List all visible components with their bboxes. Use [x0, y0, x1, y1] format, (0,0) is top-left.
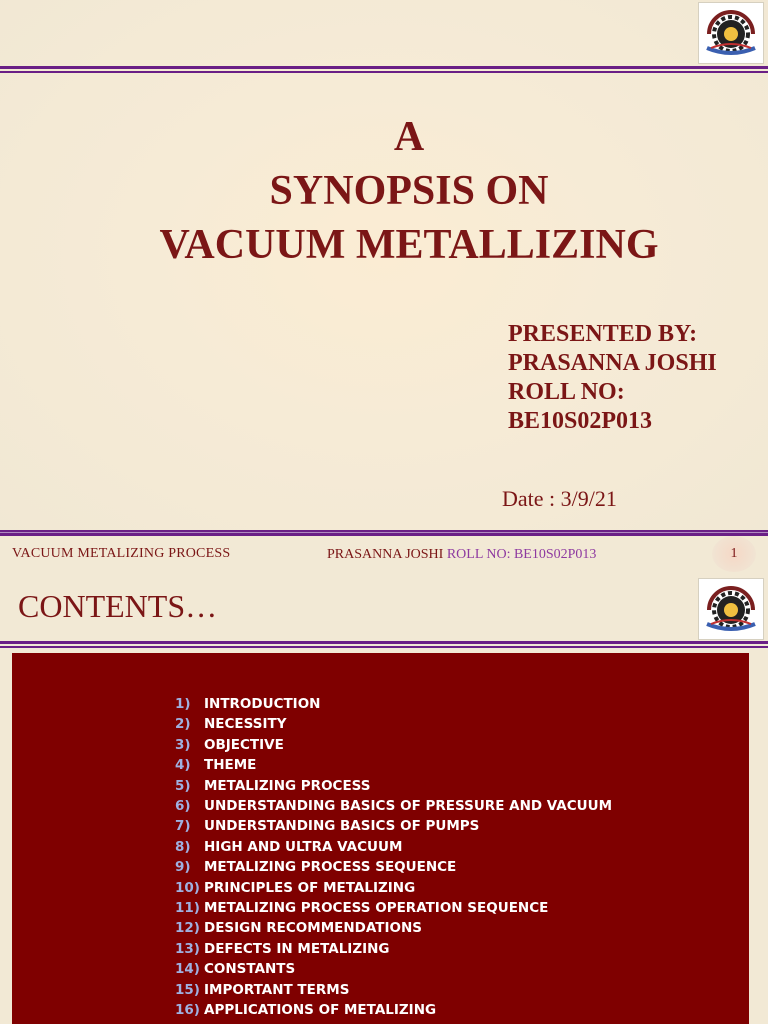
contents-item-text: APPLICATIONS OF METALIZING: [204, 1002, 437, 1019]
roll-label: ROLL NO:: [508, 379, 625, 405]
contents-item: [175, 694, 612, 714]
contents-item-text: UNDERSTANDING BASICS OF PRESSURE AND VACUUM: [204, 798, 613, 815]
contents-item-text: OBJECTIVE: [204, 736, 284, 753]
contents-item-text: METALIZING PROCESS SEQUENCE: [204, 859, 457, 876]
contents-item-number: 15): [175, 981, 200, 998]
contents-item: [175, 735, 612, 755]
contents-item-text: DEFECTS IN METALIZING: [204, 940, 390, 957]
presented-by-label: PRESENTED BY:: [508, 321, 698, 347]
presentation-date: Date : 3/9/21: [502, 486, 617, 511]
contents-item: [175, 918, 612, 938]
contents-rule: [0, 641, 768, 648]
contents-item: [175, 878, 612, 898]
page-number: 1: [712, 536, 756, 572]
footer-roll: ROLL NO: BE10S02P013: [446, 547, 597, 562]
contents-item-text: PRINCIPLES OF METALIZING: [204, 879, 416, 896]
title-line-2: SYNOPSIS ON: [269, 168, 549, 214]
contents-item-number: 7): [175, 818, 191, 835]
gear-emblem-icon: [701, 4, 761, 62]
contents-item-text: METALIZING PROCESS OPERATION SEQUENCE: [204, 900, 549, 917]
contents-item: [175, 959, 612, 979]
contents-item-number: 1): [175, 696, 191, 712]
contents-item-number: 3): [175, 736, 191, 753]
contents-item-number: 14): [175, 961, 200, 978]
header-rule: [0, 66, 768, 73]
contents-item-text: THEME: [204, 757, 257, 774]
college-logo: [698, 2, 764, 64]
contents-item-number: 11): [175, 900, 200, 917]
contents-item-number: 12): [175, 920, 200, 937]
contents-item-number: 5): [175, 777, 191, 794]
footer-rule: [0, 530, 768, 536]
contents-item-text: IMPORTANT TERMS: [204, 981, 350, 998]
title-line-1: A: [393, 114, 425, 160]
title-line-3: VACUUM METALLIZING: [159, 222, 659, 268]
contents-item: [175, 898, 612, 918]
contents-item-text: CONSTANTS: [204, 961, 296, 978]
presenter-name: PRASANNA JOSHI: [508, 350, 717, 376]
roll-number: BE10S02P013: [508, 408, 653, 434]
contents-heading: CONTENTS…: [18, 588, 218, 624]
contents-item: [175, 857, 612, 877]
contents-item-text: METALIZING PROCESS: [204, 777, 371, 794]
slide-title: [0, 110, 768, 272]
contents-item: [175, 776, 612, 796]
contents-item-text: UNDERSTANDING BASICS OF PUMPS: [204, 818, 480, 835]
footer-presenter-name: PRASANNA JOSHI: [327, 547, 444, 562]
contents-item-number: 13): [175, 940, 200, 957]
contents-item-number: 10): [175, 879, 200, 896]
contents-item: [175, 755, 612, 775]
contents-item: [175, 1000, 612, 1020]
contents-item-text: DESIGN RECOMMENDATIONS: [204, 920, 422, 937]
contents-item: [175, 796, 612, 816]
contents-item: [175, 980, 612, 1000]
contents-item-number: 6): [175, 798, 191, 815]
contents-item-number: 9): [175, 859, 191, 876]
contents-item-number: 8): [175, 838, 191, 855]
contents-item-text: HIGH AND ULTRA VACUUM: [204, 838, 403, 855]
contents-list: [175, 694, 612, 1021]
contents-item: [175, 939, 612, 959]
contents-item: [175, 837, 612, 857]
contents-item: [175, 816, 612, 836]
footer-topic: VACUUM METALIZING PROCESS: [12, 546, 231, 561]
contents-item-number: 2): [175, 716, 191, 733]
footer-presenter: [327, 547, 596, 563]
contents-item: [175, 714, 612, 734]
contents-item-number: 4): [175, 757, 191, 774]
contents-item-text: NECESSITY: [204, 716, 287, 733]
gear-emblem-icon: [701, 580, 761, 638]
presenter-block: [508, 320, 717, 436]
contents-item-number: 16): [175, 1002, 200, 1019]
college-logo-2: [698, 578, 764, 640]
contents-item-text: INTRODUCTION: [204, 696, 321, 712]
